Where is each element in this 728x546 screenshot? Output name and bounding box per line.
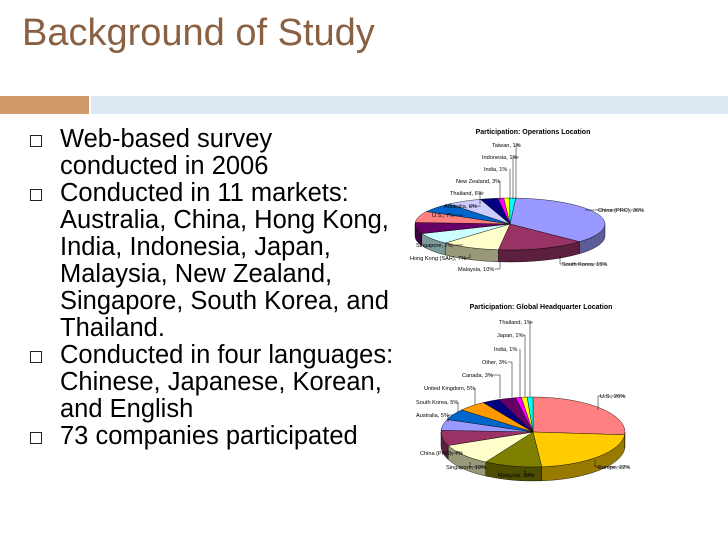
slice-label: India, 1% <box>494 347 518 353</box>
slice-label: South Korea, 5% <box>416 400 459 406</box>
slice-label: India, 1% <box>484 167 508 173</box>
bullet-text: 73 companies participated <box>60 422 358 450</box>
slice-label: Canada, 3% <box>462 373 493 379</box>
leader-line <box>495 262 500 269</box>
slice-label: Hong Kong (SAR), 7% <box>410 256 466 262</box>
slice-label: United Kingdom, 5% <box>424 386 475 392</box>
slice-label: South Korea, 15% <box>562 262 608 268</box>
slice-label: Singapore, 10% <box>446 465 486 471</box>
slice-label: Australia, 6% <box>444 204 477 210</box>
chart-title: Participation: Global Headquarter Location <box>469 304 613 311</box>
slice-label: Indonesia, 1% <box>482 155 518 161</box>
slice-label: U.S., 26% <box>600 394 626 400</box>
operations-location-chart <box>410 129 644 273</box>
slice-label: China (PRC), 7% <box>420 451 463 457</box>
slice-label: Thailand, 6% <box>450 191 483 197</box>
slice-label: Other, 3% <box>482 360 507 366</box>
leader-line <box>508 362 512 397</box>
slice-label: Malaysia, 10% <box>498 473 535 479</box>
slice-label: Taiwan, 1% <box>492 143 521 149</box>
bullet-text: Conducted in 11 markets: Australia, China, Hong Kong, India, Indonesia, Japan, Malaysia, New Zealand, Singapore, South Korea, and Thailand. <box>60 179 389 342</box>
slice-label: Europe, 22% <box>598 465 631 471</box>
leader-line <box>530 322 533 397</box>
slice-label: Singapore, 7% <box>416 243 453 249</box>
bullet-text: Conducted in four languages: Chinese, Japanese, Korean, and English <box>60 341 394 423</box>
leader-line <box>516 145 521 199</box>
headquarter-location-chart <box>416 304 630 481</box>
slice-label: New Zealand, 3% <box>456 179 501 185</box>
chart-title: Participation: Operations Location <box>475 129 591 136</box>
slice-label: Japan, 1% <box>497 333 524 339</box>
leader-line <box>523 335 525 397</box>
slice-label: Australia, 5% <box>416 413 449 419</box>
slice-label: Malaysia, 10% <box>458 267 495 273</box>
bullet-text: Web-based survey conducted in 2006 <box>60 125 273 180</box>
slide-title: Background of Study <box>22 12 375 54</box>
slice-label: China (PRC), 36% <box>598 208 645 214</box>
pie-slice <box>533 397 625 435</box>
slice-label: U.S., 7% <box>432 213 455 219</box>
slice-label: Thailand, 1% <box>499 320 532 326</box>
